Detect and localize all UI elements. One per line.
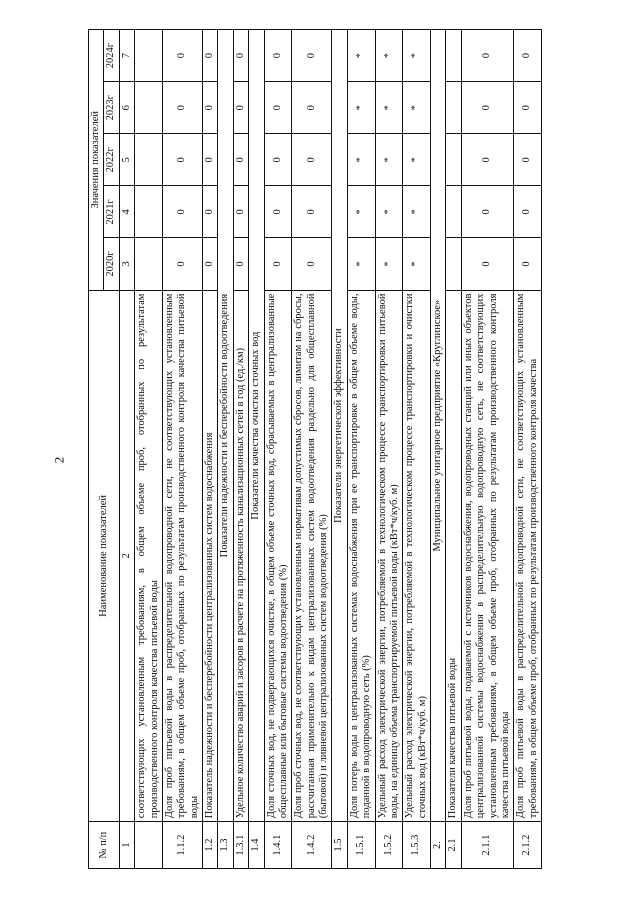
indicator-name: Удельное количество аварий и засоров в расчете на протяженность канализационных сетей в год (ед./км) xyxy=(233,290,248,822)
column-index-row xyxy=(119,30,134,869)
value-cell xyxy=(446,30,461,82)
value-cell: 0 xyxy=(264,134,292,186)
value-cell: * xyxy=(347,134,375,186)
row-number: 1.3 xyxy=(218,822,233,869)
row-number: 1.5.2 xyxy=(375,822,403,869)
value-cell: * xyxy=(375,30,403,82)
year-cell: 2023г xyxy=(104,82,119,134)
value-cell xyxy=(135,186,163,238)
indicator-name: Доля сточных вод, не подвергающихся очистке, в общем объеме сточных вод, сбрасываемых в централизованные общесплавные или бытовые системы водоотведения (%) xyxy=(264,290,292,822)
value-cell xyxy=(446,134,461,186)
value-cell: 0 xyxy=(514,30,542,82)
value-cell xyxy=(135,238,163,290)
value-cell: * xyxy=(403,134,431,186)
col-index-cell: 7 xyxy=(119,30,134,82)
value-cell: 0 xyxy=(264,30,292,82)
indicator-name: Доля проб питьевой воды в распределительной водопроводной сети, не соответствующих установленным требованиям, в общем объеме проб, отобранных по результатам производственного контроля качества питьевой воды xyxy=(162,290,202,822)
row-number: 1.5 xyxy=(332,822,347,869)
value-cell: 0 xyxy=(514,186,542,238)
value-cell: 0 xyxy=(264,82,292,134)
table-row xyxy=(461,30,514,869)
row-number: 1.5.1 xyxy=(347,822,375,869)
value-cell: 0 xyxy=(461,238,514,290)
section-title: Показатели энергетической эффективности xyxy=(332,30,347,822)
value-cell: 0 xyxy=(514,238,542,290)
section-row xyxy=(218,30,233,869)
table-row xyxy=(446,30,461,869)
section-title: Муниципальное унитарное предприятие «Круглинское» xyxy=(431,30,446,822)
row-number: 2.1.1 xyxy=(461,822,514,869)
value-cell: * xyxy=(403,238,431,290)
table-row xyxy=(135,30,163,869)
rotated-table-container xyxy=(88,29,623,869)
value-cell: 0 xyxy=(292,134,332,186)
value-cell: * xyxy=(375,134,403,186)
value-cell: 0 xyxy=(203,186,218,238)
indicator-name: Доля проб сточных вод, не соответствующих установленным нормативам допустимых сбросов, лимитам на сбросы, рассчитанная применительно к видам централизованных систем водоотведения раздельно для общесплавной (бытовой) и ливневой централизованных систем водоотведения (%) xyxy=(292,290,332,822)
value-cell: 0 xyxy=(162,82,202,134)
value-cell: 0 xyxy=(203,134,218,186)
section-row xyxy=(431,30,446,869)
indicator-name: Показатель надежности и бесперебойности централизованных систем водоснабжения xyxy=(203,290,218,822)
table-row xyxy=(514,30,542,869)
value-cell: 0 xyxy=(514,82,542,134)
header-name: Наименование показателей xyxy=(89,290,120,822)
value-cell: 0 xyxy=(162,186,202,238)
value-cell: 0 xyxy=(461,30,514,82)
header-num: № п/п xyxy=(89,822,120,869)
row-number: 2.1 xyxy=(446,822,461,869)
col-index-cell: 4 xyxy=(119,186,134,238)
value-cell: 0 xyxy=(233,82,248,134)
table-row xyxy=(264,30,292,869)
row-number: 1.1.2 xyxy=(162,822,202,869)
section-row xyxy=(332,30,347,869)
col-index-cell: 3 xyxy=(119,238,134,290)
value-cell xyxy=(135,134,163,186)
section-title: Показатели надежности и бесперебойности водоотведения xyxy=(218,30,233,822)
value-cell xyxy=(135,82,163,134)
value-cell xyxy=(446,238,461,290)
value-cell: 0 xyxy=(461,134,514,186)
value-cell: 0 xyxy=(233,134,248,186)
value-cell: * xyxy=(403,30,431,82)
row-number: 1.5.3 xyxy=(403,822,431,869)
value-cell: 0 xyxy=(162,30,202,82)
value-cell: 0 xyxy=(162,134,202,186)
value-cell: 0 xyxy=(461,186,514,238)
row-number: 2.1.2 xyxy=(514,822,542,869)
table-body xyxy=(135,30,542,869)
value-cell: 0 xyxy=(292,186,332,238)
value-cell: * xyxy=(403,186,431,238)
row-number: 2. xyxy=(431,822,446,869)
row-number: 1.4 xyxy=(249,822,264,869)
table-row xyxy=(403,30,431,869)
year-cell: 2024г xyxy=(104,30,119,82)
value-cell: * xyxy=(375,238,403,290)
value-cell: * xyxy=(347,30,375,82)
value-cell: 0 xyxy=(292,82,332,134)
value-cell: 0 xyxy=(203,82,218,134)
indicator-name: Удельный расход электрической энергии, потребляемой в технологическом процессе транспортировки питьевой воды, на единицу объема транспортируемой питьевой воды (кВт*ч/куб. м) xyxy=(375,290,403,822)
row-number: 1.4.1 xyxy=(264,822,292,869)
row-number: 1.3.1 xyxy=(233,822,248,869)
value-cell: 0 xyxy=(203,238,218,290)
indicator-name: Доля проб питьевой воды в распределительной водопроводной сети, не соответствующих установленным требованиям, в общем объеме проб, отобранных по результатам производственного контроля качества xyxy=(514,290,542,822)
page-number: 2 xyxy=(51,456,67,464)
value-cell: 0 xyxy=(203,30,218,82)
value-cell: 0 xyxy=(233,186,248,238)
value-cell: 0 xyxy=(292,30,332,82)
value-cell: * xyxy=(403,82,431,134)
section-title: Показатели качества очистки сточных вод xyxy=(249,30,264,822)
year-cell: 2020г xyxy=(104,238,119,290)
table-header-row xyxy=(89,30,104,869)
row-number: 1.2 xyxy=(203,822,218,869)
value-cell: * xyxy=(347,186,375,238)
value-cell: 0 xyxy=(233,30,248,82)
value-cell: * xyxy=(375,186,403,238)
col-index-cell: 6 xyxy=(119,82,134,134)
indicator-name: Удельный расход электрической энергии, потребляемой в технологическом процессе транспортировки и очистки сточных вод (кВт*ч/куб. м) xyxy=(403,290,431,822)
value-cell: 0 xyxy=(292,238,332,290)
year-cell: 2022г xyxy=(104,134,119,186)
value-cell: 0 xyxy=(264,238,292,290)
value-cell xyxy=(135,30,163,82)
value-cell: 0 xyxy=(233,238,248,290)
section-row xyxy=(249,30,264,869)
table-row xyxy=(162,30,202,869)
table-row xyxy=(203,30,218,869)
table-row xyxy=(292,30,332,869)
row-number: 1.4.2 xyxy=(292,822,332,869)
value-cell: 0 xyxy=(461,82,514,134)
value-cell: * xyxy=(347,238,375,290)
value-cell: 0 xyxy=(264,186,292,238)
table-row xyxy=(375,30,403,869)
col-index-cell: 5 xyxy=(119,134,134,186)
indicator-name: соответствующих установленным требованиям, в общем объеме проб, отобранных по результатам производственного контроля качества питьевой воды xyxy=(135,290,163,822)
col-index-cell: 1 xyxy=(119,822,134,869)
value-cell: 0 xyxy=(162,238,202,290)
value-cell xyxy=(446,186,461,238)
value-cell: 0 xyxy=(514,134,542,186)
indicator-name: Доля проб питьевой воды, подаваемой с источников водоснабжения, водопроводных станций или иных объектов централизованной системы водоснабжения в распределительную водопроводную сеть, не соответствующих установленным требованиям, в общем объеме проб, отобранных по результатам производственного контроля качества питьевой воды xyxy=(461,290,514,822)
value-cell xyxy=(446,82,461,134)
indicators-table xyxy=(88,29,542,869)
value-cell: * xyxy=(375,82,403,134)
value-cell: * xyxy=(347,82,375,134)
table-row xyxy=(347,30,375,869)
table-row xyxy=(233,30,248,869)
header-values: Значения показателей xyxy=(89,30,104,291)
col-index-cell: 2 xyxy=(119,290,134,822)
indicator-name: Показатели качества питьевой воды xyxy=(446,290,461,822)
year-cell: 2021г xyxy=(104,186,119,238)
row-number xyxy=(135,822,163,869)
indicator-name: Доля потерь воды в централизованных системах водоснабжения при ее транспортировке в общем объеме воды, поданной в водопроводную сеть (%) xyxy=(347,290,375,822)
